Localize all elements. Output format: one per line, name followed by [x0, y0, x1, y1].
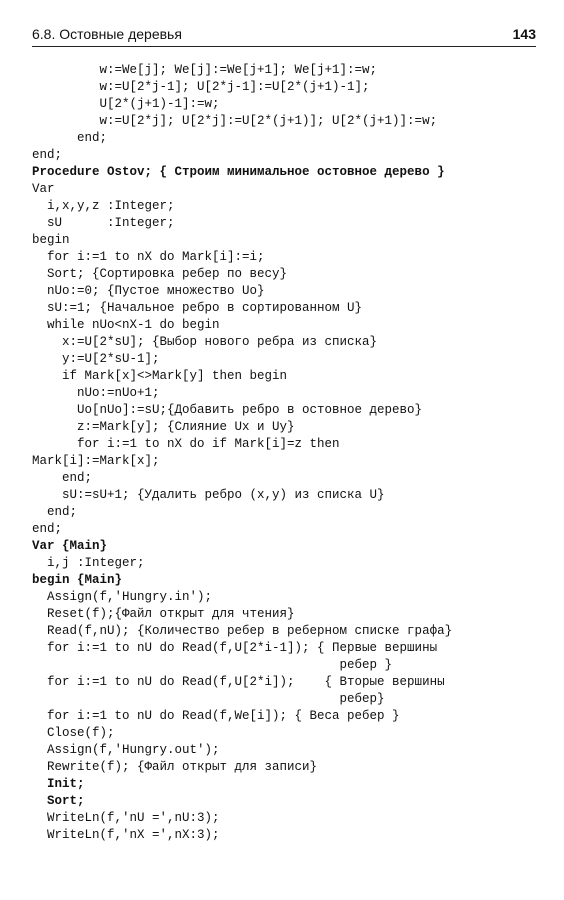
code-line: WriteLn(f,'nU =',nU:3);: [32, 811, 220, 825]
code-line: Assign(f,'Hungry.in');: [32, 590, 213, 604]
code-line-init: Init;: [32, 777, 85, 791]
code-line: end;: [32, 505, 78, 519]
section-title: 6.8. Остовные деревья: [32, 26, 182, 42]
code-line-sort: Sort;: [32, 794, 85, 808]
code-line: Sort; {Сортировка ребер по весу}: [32, 267, 288, 281]
code-line: y:=U[2*sU-1];: [32, 352, 160, 366]
code-line-begin-main: begin {Main}: [32, 573, 123, 587]
code-line: nUo:=nUo+1;: [32, 386, 160, 400]
code-line: end;: [32, 148, 63, 162]
code-line: begin: [32, 233, 70, 247]
code-line: Close(f);: [32, 726, 115, 740]
code-line-procedure-header: Procedure Ostov; { Строим минимальное остовное дерево }: [32, 165, 445, 179]
code-listing: [32, 62, 560, 844]
code-line: for i:=1 to nU do Read(f,We[i]); { Веса ребер }: [32, 709, 400, 723]
code-line: end;: [32, 522, 63, 536]
code-line: Var: [32, 182, 55, 196]
code-line: i,x,y,z :Integer;: [32, 199, 175, 213]
code-line: w:=U[2*j-1]; U[2*j-1]:=U[2*(j+1)-1];: [32, 80, 370, 94]
code-line: Read(f,nU); {Количество ребер в реберном списке графа}: [32, 624, 453, 638]
code-line: Reset(f);{Файл открыт для чтения}: [32, 607, 295, 621]
code-line: end;: [32, 131, 108, 145]
code-line: while nUo<nX-1 do begin: [32, 318, 220, 332]
code-line: U[2*(j+1)-1]:=w;: [32, 97, 220, 111]
page-number: 143: [512, 26, 536, 42]
code-line: Mark[i]:=Mark[x];: [32, 454, 160, 468]
code-line: x:=U[2*sU]; {Выбор нового ребра из списка}: [32, 335, 378, 349]
code-line: Rewrite(f); {Файл открыт для записи}: [32, 760, 318, 774]
code-line: w:=U[2*j]; U[2*j]:=U[2*(j+1)]; U[2*(j+1)]:=w;: [32, 114, 438, 128]
running-header: [32, 26, 536, 47]
code-line: nUo:=0; {Пустое множество Uo}: [32, 284, 265, 298]
code-line: for i:=1 to nU do Read(f,U[2*i-1]); { Первые вершины: [32, 641, 438, 655]
code-line-var-main: Var {Main}: [32, 539, 108, 553]
code-line: for i:=1 to nX do if Mark[i]=z then: [32, 437, 340, 451]
code-line: z:=Mark[y]; {Слияние Ux и Uy}: [32, 420, 295, 434]
code-line: if Mark[x]<>Mark[y] then begin: [32, 369, 288, 383]
code-line: WriteLn(f,'nX =',nX:3);: [32, 828, 220, 842]
code-line: sU:=1; {Начальное ребро в сортированном U}: [32, 301, 363, 315]
code-line: sU :Integer;: [32, 216, 175, 230]
code-line: end;: [32, 471, 93, 485]
code-line: Assign(f,'Hungry.out');: [32, 743, 220, 757]
code-line: w:=We[j]; We[j]:=We[j+1]; We[j+1]:=w;: [32, 63, 378, 77]
code-line: i,j :Integer;: [32, 556, 145, 570]
code-line: ребер}: [32, 692, 385, 706]
code-line: for i:=1 to nX do Mark[i]:=i;: [32, 250, 265, 264]
code-line: ребер }: [32, 658, 393, 672]
code-line: sU:=sU+1; {Удалить ребро (x,y) из списка U}: [32, 488, 385, 502]
code-line: Uo[nUo]:=sU;{Добавить ребро в остовное дерево}: [32, 403, 423, 417]
code-line: for i:=1 to nU do Read(f,U[2*i]); { Вторые вершины: [32, 675, 445, 689]
